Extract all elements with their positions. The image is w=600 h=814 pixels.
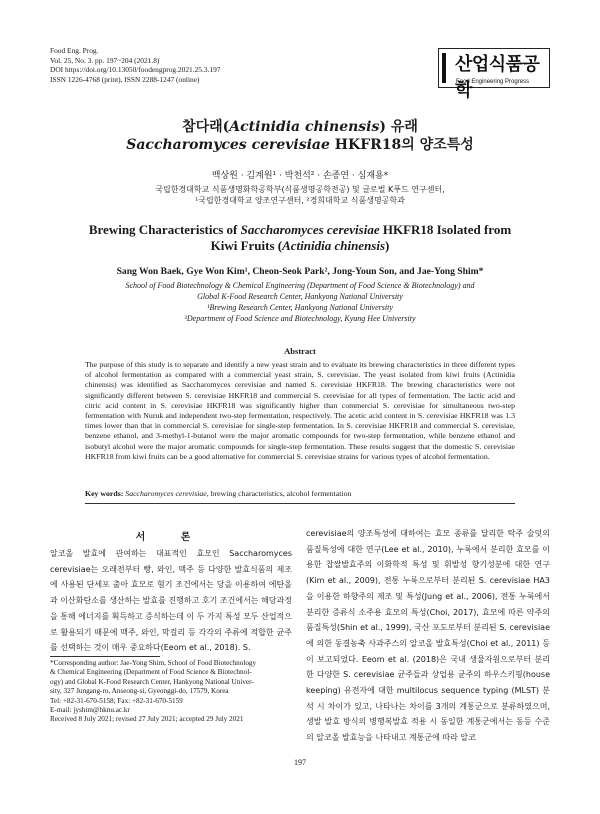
- english-authors: Sang Won Baek, Gye Won Kim¹, Cheon-Seok Park², Jong-Youn Son, and Jae-Yong Shim*: [116, 266, 484, 277]
- intro-column-left: 알코올 발효에 관여하는 대표적인 효모인 Saccharomyces cerevisiae는 오래전부터 빵, 와인, 맥주 등 다양한 발효식품의 제조에 사용된 단세포 출아 효모로 혐기 조건에서는 당을 이용하여 에탄올과 이산화탄소를 생산하는 발효를 진행하고 호기 조건에서는 해당과정을 통해 에너지를 획득하고 증식하는데 이 두 가지 특성 모두 산업적으로 활용되기 때문에 맥주, 와인, 막걸리 등 각각의 주류에 적합한 균주를 선택하는 것이 매우 중요하다(Eeom et al., 2018). S.: [50, 549, 292, 653]
- affiliation-line: ¹국립한경대학교 양조연구센터, ²경희대학교 식품생명공학과: [195, 196, 405, 205]
- correspondence-footnote: [50, 659, 292, 725]
- title-text: 참다래(: [182, 119, 230, 135]
- keywords-rest: , brewing characteristics, alcohol fermentation: [206, 489, 352, 498]
- korean-affiliations: [0, 184, 600, 206]
- journal-line: Food Eng. Prog.: [50, 46, 99, 55]
- title-text: HKFR18의 양조특성: [329, 137, 474, 153]
- footnote-line: Tel: +82-31-670-5158; Fax: +82-31-670-5159: [50, 696, 183, 705]
- title-species: Saccharomyces cerevisiae: [240, 222, 380, 237]
- footnote-line: E-mail: jyshim@hknu.ac.kr: [50, 706, 130, 715]
- keywords-label: Key words:: [85, 489, 124, 498]
- footnote-divider: [50, 656, 160, 657]
- page-number: 197: [294, 758, 306, 767]
- abstract-body: The purpose of this study is to separate and identify a new yeast strain and to evaluate its brewing characteristics in three different types of alcohol fermentation as compared with a commercial yeast strain, S. cerevisiae. The yeast isolated from kiwi fruits (Actinidia chinensis) was identified as Saccharomyces cerevisiae and named S. cerevisiae HKFR18. The brewing characteristics were not significantly different between S. cerevisiae HKFR18 and commercial S. cerevisiae for all types of fermentation. The lactic acid and citric acid content in S. cerevisiae HKFR18 was significantly higher than commercial S. cerevisiae for simultaneous two-step fermentation with Nuruk and independent two-step fermentation, respectively. The acetic acid content in S. cerevisiae HKFR18 was 1.3 times lower than that in commercial S. cerevisiae for single-step fermentation. In S. cerevisiae HKFR18 and commercial S. cerevisiae, benzene ethanol, and 3-methyl-1-butanol were the major aromatic compounds for two-step fermentation, while benzene ethanol and isobutyl alcohol were the major aromatic compounds for single-step fermentation. These results suggest that the domestic S. cerevisiae HKFR18 from kiwi fruits can be a good alternative for commercial S. cerevisiae strains for various types of alcohol fermentation.: [85, 360, 515, 461]
- journal-line: DOI https://doi.org/10.13050/foodengprog.2021.25.3.197: [50, 65, 221, 75]
- abstract-divider: [85, 503, 515, 504]
- journal-line: ISSN 1226-4768 (print), ISSN 2288-1247 (online): [50, 74, 200, 84]
- journal-logo: [438, 48, 550, 101]
- affiliation-line: Global K-Food Research Center, Hankyong National University: [197, 292, 403, 301]
- affiliation-line: ¹Brewing Research Center, Hankyong National University: [207, 303, 393, 312]
- footnote-line: & Chemical Engineering (Department of Food Science & Biotechnol-: [50, 668, 252, 677]
- title-species: Actinidia chinensis: [229, 119, 380, 135]
- journal-line: Vol. 25, No. 3. pp. 197~204 (2021.8): [50, 55, 160, 65]
- footnote-line: ogy) and Global K-Food Research Center, Hankyong National Univer-: [50, 677, 254, 686]
- title-species: Actinidia chinensis: [282, 238, 386, 253]
- footnote-line: Received 8 July 2021; revised 27 July 2021; accepted 29 July 2021: [50, 715, 244, 724]
- affiliation-line: School of Food Biotechnology & Chemical Engineering (Department of Food Science & Biotechnology) and: [125, 281, 475, 290]
- logo-title: 산업식품공학: [455, 54, 540, 101]
- title-text: ): [385, 238, 390, 253]
- affiliation-line: ²Department of Food Science and Biotechnology, Kyung Hee University: [184, 314, 416, 323]
- abstract-heading: Abstract: [284, 346, 316, 356]
- logo-subtitle: Food Engineering Progress: [456, 79, 530, 85]
- footnote-line: sity, 327 Jungang-ro, Anseong-si, Gyeonggi-do, 17579, Korea: [50, 687, 229, 696]
- title-species: Saccharomyces cerevisiae: [126, 137, 330, 153]
- keywords: [85, 489, 515, 498]
- logo-mark-icon: [442, 53, 446, 83]
- footnote-line: *Corresponding author: Jae-Yong Shim, School of Food Biotechnology: [50, 659, 257, 667]
- title-text: HKFR18 Isolated from: [379, 222, 512, 237]
- title-text: ) 유래: [379, 119, 418, 135]
- intro-column-right: cerevisiae의 양조특성에 대하여는 효모 종류를 달리한 탁주 술덧의 품질특성에 대한 연구(Lee et al., 2010), 누룩에서 분리한 효모를 이용한 찹쌀발효주의 이화학적 특성 및 휘발성 향기성분에 대한 연구(Kim et al., 2009), 전통 누룩으로부터 분리된 S. cerevisiae HA3을 이용한 하향주의 제조 및 특성(Jung et al., 2006), 전통 누룩에서 분리한 증류식 소주용 효모의 특성(Choi, 2017), 효모에 따른 약주의 품질특성(Shin et al., 1999), 국산 포도로부터 분리된 S. cerevisiae에 의한 동결농축 사과주스의 알코올 발효특성(Choi et al., 2011) 등이 보고되었다. Eeom et al. (2018)은 국내 생물자원으로부터 분리한 다양한 S. cerevisiae 균주들과 상업용 균주의 하우스키핑(house keeping) 유전자에 대한 multilocus sequence typing (MLST) 분석 시 차이가 있고, 나타나는 차이를 3개의 계통군으로 분류하였으며, 생발 발효 방식의 병행복발효 적용 시 동일한 계통군에서는 동등 수준의 알코올 발효능을 나타내고 계통군에 따라 알코: [306, 529, 550, 743]
- english-title: [0, 222, 600, 254]
- journal-info: [50, 46, 220, 84]
- english-affiliations: [0, 280, 600, 324]
- affiliation-line: 국립한경대학교 식품생명화학공학부(식품생명공학전공) 및 글로벌 K푸드 연구센터,: [155, 185, 445, 194]
- korean-authors: 백상원 · 김계원¹ · 박천석² · 손종연 · 심재용*: [211, 171, 389, 181]
- korean-title: [0, 118, 600, 154]
- title-text: Brewing Characteristics of: [88, 222, 241, 237]
- keyword-species: Saccharomyces cerevisiae: [125, 489, 207, 498]
- title-text: Kiwi Fruits (: [210, 238, 283, 253]
- section-heading: 서 론: [135, 532, 207, 543]
